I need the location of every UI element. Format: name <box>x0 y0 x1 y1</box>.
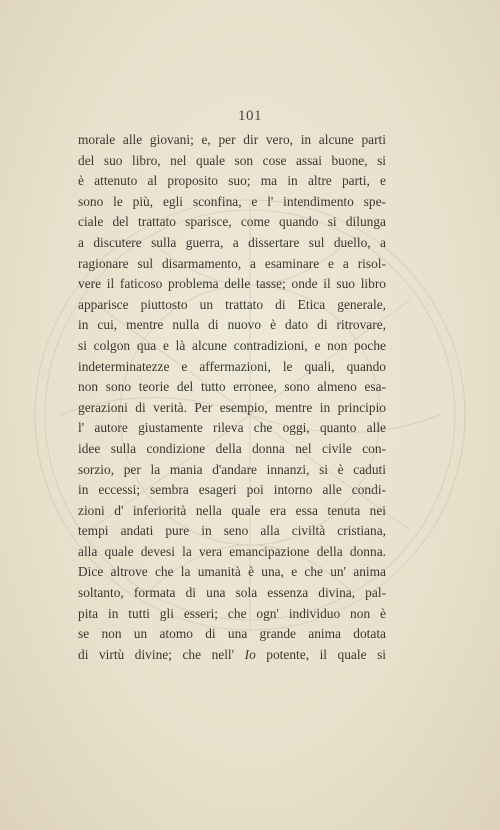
text-line: vere il faticoso problema delle tasse; onde il suo libro <box>78 276 386 292</box>
text-line: Dice altrove che la umanità è una, e che un' anima <box>78 564 386 580</box>
text-fragment: di virtù divine; che nell' <box>78 646 245 662</box>
text-line: apparisce piuttosto un trattato di Etica generale, <box>78 296 386 312</box>
italic-word: Io <box>244 646 256 662</box>
text-line: l' autore giustamente rileva che oggi, quanto alle <box>78 420 386 436</box>
text-line: indeterminatezze e affermazioni, le quali, quando <box>78 358 386 374</box>
text-line: soltanto, formata di una sola essenza divina, pal- <box>78 585 386 601</box>
text-line: si colgon qua e là alcune contradizioni, e non poche <box>78 337 386 353</box>
text-line-last <box>78 645 386 666</box>
text-line: alla quale devesi la vera emancipazione della donna. <box>78 543 386 559</box>
text-line: non sono teorie del tutto erronee, sono almeno esa- <box>78 379 386 395</box>
text-line: sono le più, egli sconfina, e l' intendimento spe- <box>78 193 386 209</box>
text-line: ciale del trattato sparisce, come quando si dilunga <box>78 214 386 230</box>
text-line: ragionare sul disarmamento, a esaminare e a risol- <box>78 255 386 271</box>
text-line: sorzio, per la mania d'andare innanzi, si è caduti <box>78 461 386 477</box>
body-text <box>78 130 386 665</box>
text-line: del suo libro, nel quale son cose assai buone, si <box>78 152 386 168</box>
page-number: 101 <box>238 108 262 124</box>
text-fragment: potente, il quale si <box>255 646 386 662</box>
text-line: a discutere sulla guerra, a dissertare sul duello, a <box>78 234 386 250</box>
text-line: se non un atomo di una grande anima dotata <box>78 626 386 642</box>
text-line: è attenuto al proposito suo; ma in altre parti, e <box>78 173 386 189</box>
text-line: idee sulla condizione della donna nel civile con- <box>78 440 386 456</box>
text-line: tempi andati pure in seno alla civiltà cristiana, <box>78 523 386 539</box>
text-line: zioni d' inferiorità nella quale era essa tenuta nei <box>78 502 386 518</box>
text-line: morale alle giovani; e, per dir vero, in alcune parti <box>78 132 386 147</box>
text-line: in cui, mentre nulla di nuovo è dato di ritrovare, <box>78 317 386 333</box>
text-line: pita in tutti gli esseri; che ogn' individuo non è <box>78 605 386 621</box>
text-line: in eccessi; sembra esageri poi intorno alle condi- <box>78 482 386 498</box>
text-line: gerazioni di verità. Per esempio, mentre in principio <box>78 399 386 415</box>
